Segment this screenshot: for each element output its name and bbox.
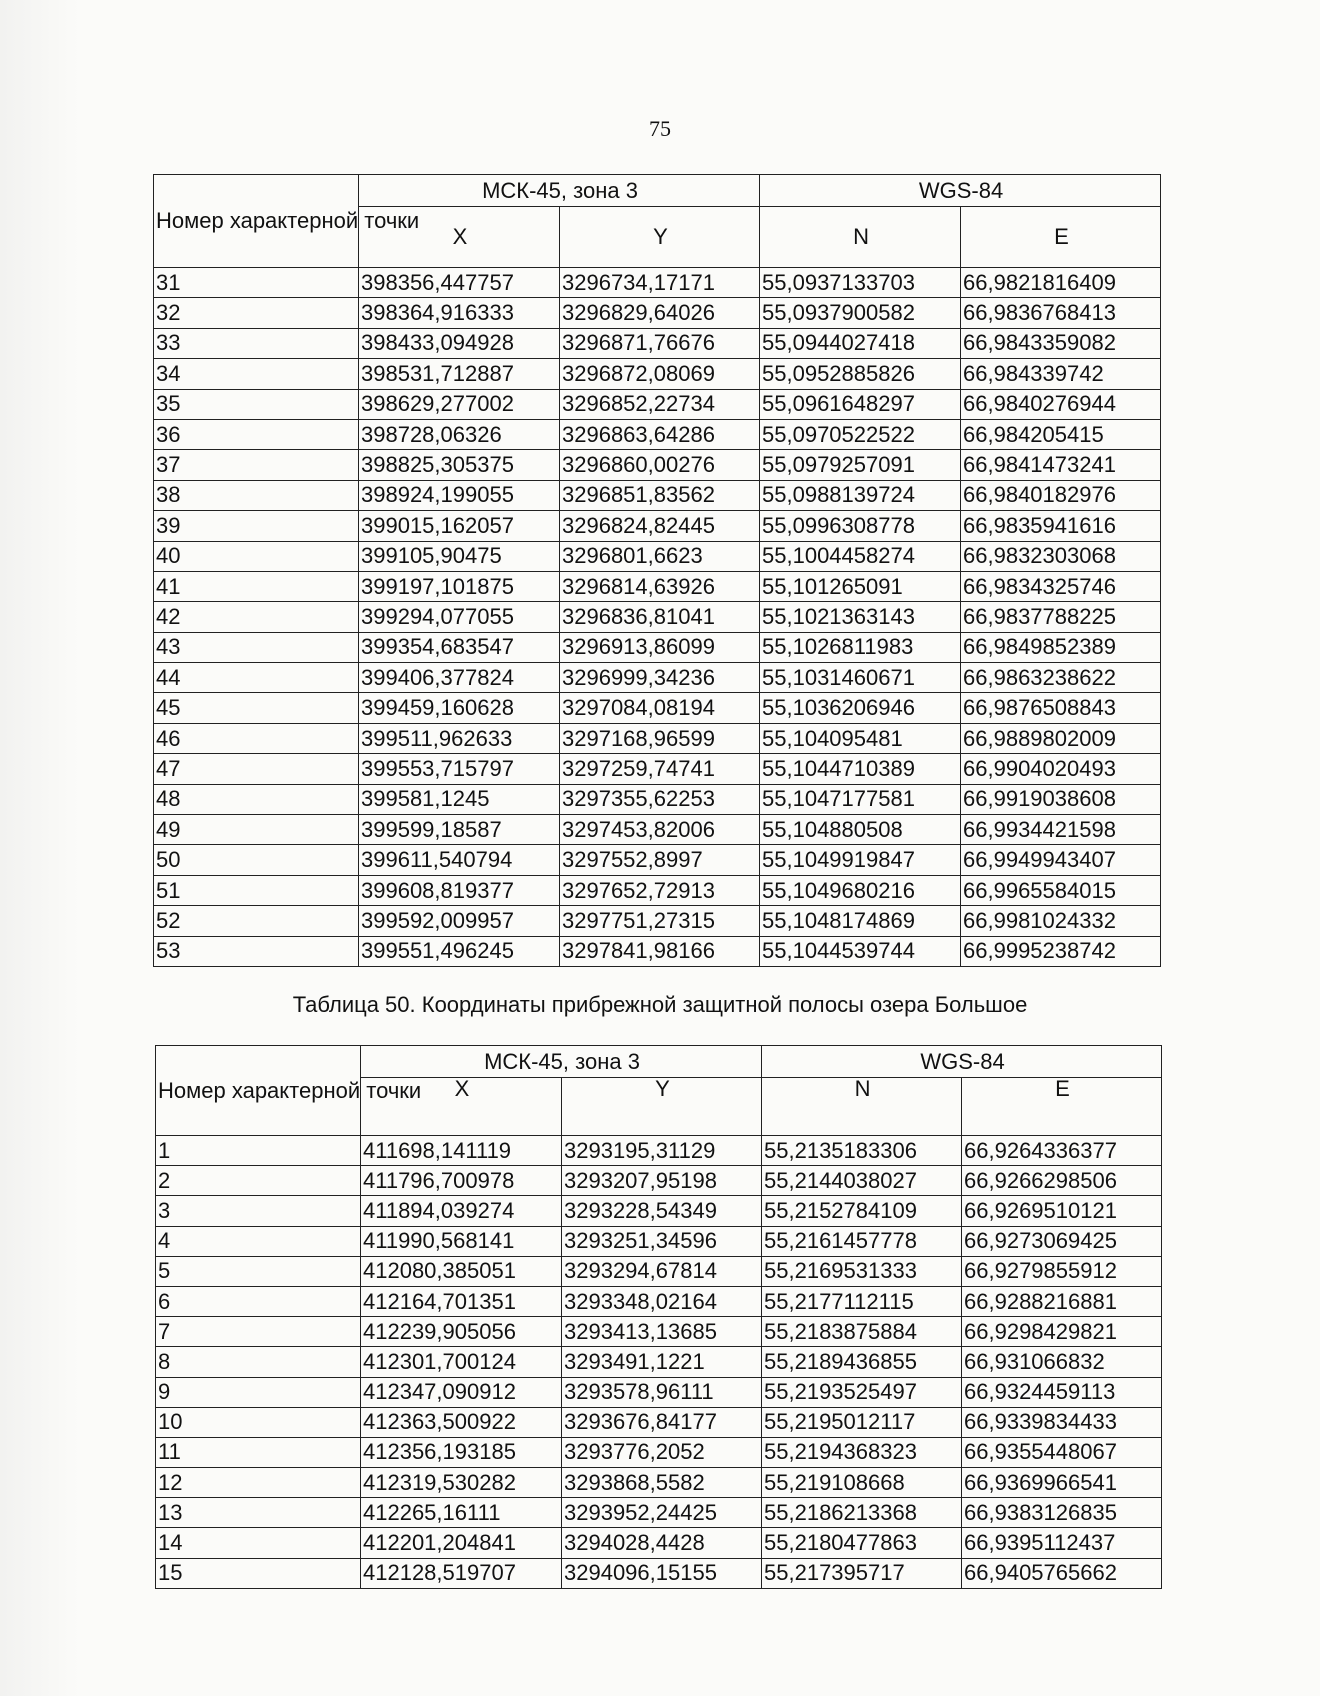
- table-row: [156, 1286, 1162, 1316]
- e-cell: 66,9383126835: [962, 1498, 1162, 1528]
- x-cell: 398629,277002: [359, 389, 560, 419]
- y-cell: 3293578,96111: [562, 1377, 762, 1407]
- e-cell: 66,9837788225: [961, 602, 1161, 632]
- table-row: [154, 419, 1161, 449]
- n-cell: 55,2195012117: [762, 1407, 962, 1437]
- point-number-cell: 51: [154, 875, 359, 905]
- n-cell: 55,219108668: [762, 1468, 962, 1498]
- e-cell: 66,9834325746: [961, 571, 1161, 601]
- y-cell: 3297168,96599: [560, 723, 760, 753]
- table-row: [156, 1166, 1162, 1196]
- e-cell: 66,9288216881: [962, 1286, 1162, 1316]
- e-column-header: E: [961, 207, 1161, 268]
- table-row: [156, 1256, 1162, 1286]
- table-row: [156, 1347, 1162, 1377]
- point-number-cell: 8: [156, 1347, 361, 1377]
- y-cell: 3296860,00276: [560, 450, 760, 480]
- y-cell: 3297652,72913: [560, 875, 760, 905]
- n-cell: 55,1004458274: [760, 541, 961, 571]
- point-number-cell: 35: [154, 389, 359, 419]
- point-number-cell: 10: [156, 1407, 361, 1437]
- y-cell: 3297453,82006: [560, 815, 760, 845]
- table-row: [154, 541, 1161, 571]
- y-cell: 3293348,02164: [562, 1286, 762, 1316]
- x-cell: 399294,077055: [359, 602, 560, 632]
- point-number-header: Номер характерной точки: [154, 175, 359, 268]
- n-column-header: N: [760, 207, 961, 268]
- point-number-cell: 47: [154, 754, 359, 784]
- x-cell: 411796,700978: [361, 1166, 562, 1196]
- e-cell: 66,984205415: [961, 419, 1161, 449]
- e-cell: 66,9821816409: [961, 268, 1161, 298]
- e-cell: 66,9266298506: [962, 1166, 1162, 1196]
- point-number-cell: 9: [156, 1377, 361, 1407]
- point-number-cell: 45: [154, 693, 359, 723]
- table-row: [154, 875, 1161, 905]
- n-cell: 55,2144038027: [762, 1166, 962, 1196]
- y-cell: 3297552,8997: [560, 845, 760, 875]
- point-number-cell: 6: [156, 1286, 361, 1316]
- y-cell: 3294028,4428: [562, 1528, 762, 1558]
- n-cell: 55,0996308778: [760, 511, 961, 541]
- y-cell: 3293776,2052: [562, 1437, 762, 1467]
- table-row: [154, 571, 1161, 601]
- y-column-header: Y: [562, 1078, 762, 1136]
- table-row: [154, 784, 1161, 814]
- e-cell: 66,9919038608: [961, 784, 1161, 814]
- point-number-cell: 14: [156, 1528, 361, 1558]
- e-cell: 66,9965584015: [961, 875, 1161, 905]
- table-caption: Таблица 50. Координаты прибрежной защитной полосы озера Большое: [292, 992, 1028, 1017]
- e-cell: 66,9995238742: [961, 936, 1161, 966]
- coordinates-table-2: [155, 1045, 1162, 1589]
- n-cell: 55,1021363143: [760, 602, 961, 632]
- wgs84-header: WGS-84: [760, 175, 1161, 207]
- e-cell: 66,9849852389: [961, 632, 1161, 662]
- table-row: [156, 1196, 1162, 1226]
- x-cell: 398728,06326: [359, 419, 560, 449]
- point-number-cell: 40: [154, 541, 359, 571]
- n-cell: 55,0970522522: [760, 419, 961, 449]
- e-cell: 66,9876508843: [961, 693, 1161, 723]
- x-cell: 411698,141119: [361, 1136, 562, 1166]
- x-cell: 412319,530282: [361, 1468, 562, 1498]
- point-number-cell: 31: [154, 268, 359, 298]
- e-cell: 66,9841473241: [961, 450, 1161, 480]
- e-cell: 66,9339834433: [962, 1407, 1162, 1437]
- n-cell: 55,2193525497: [762, 1377, 962, 1407]
- x-cell: 412201,204841: [361, 1528, 562, 1558]
- point-number-cell: 3: [156, 1196, 361, 1226]
- point-number-cell: 41: [154, 571, 359, 601]
- table-row: [154, 389, 1161, 419]
- n-cell: 55,2161457778: [762, 1226, 962, 1256]
- x-cell: 399599,18587: [359, 815, 560, 845]
- table-row: [156, 1377, 1162, 1407]
- x-cell: 399592,009957: [359, 906, 560, 936]
- scan-margin-shading: [0, 0, 80, 1696]
- x-cell: 398356,447757: [359, 268, 560, 298]
- n-cell: 55,1047177581: [760, 784, 961, 814]
- point-number-cell: 42: [154, 602, 359, 632]
- n-cell: 55,1044539744: [760, 936, 961, 966]
- table-row: [154, 632, 1161, 662]
- point-number-cell: 50: [154, 845, 359, 875]
- y-cell: 3296829,64026: [560, 298, 760, 328]
- x-cell: 412363,500922: [361, 1407, 562, 1437]
- table-row: [154, 845, 1161, 875]
- table-row: [154, 268, 1161, 298]
- table-row: [156, 1226, 1162, 1256]
- y-cell: 3296851,83562: [560, 480, 760, 510]
- point-number-cell: 5: [156, 1256, 361, 1286]
- e-cell: 66,9405765662: [962, 1558, 1162, 1588]
- point-number-cell: 15: [156, 1558, 361, 1588]
- y-cell: 3296734,17171: [560, 268, 760, 298]
- y-cell: 3296836,81041: [560, 602, 760, 632]
- y-cell: 3293676,84177: [562, 1407, 762, 1437]
- e-cell: 66,9836768413: [961, 298, 1161, 328]
- point-number-cell: 38: [154, 480, 359, 510]
- point-number-cell: 53: [154, 936, 359, 966]
- e-cell: 66,9298429821: [962, 1317, 1162, 1347]
- y-cell: 3293952,24425: [562, 1498, 762, 1528]
- table-row: [156, 1498, 1162, 1528]
- y-column-header: Y: [560, 207, 760, 268]
- coordinates-table-1: [153, 174, 1161, 967]
- x-cell: 399459,160628: [359, 693, 560, 723]
- x-cell: 399354,683547: [359, 632, 560, 662]
- msk45-zone3-header: МСК-45, зона 3: [359, 175, 760, 207]
- e-cell: 66,9324459113: [962, 1377, 1162, 1407]
- point-number-cell: 37: [154, 450, 359, 480]
- n-cell: 55,2186213368: [762, 1498, 962, 1528]
- point-number-cell: 1: [156, 1136, 361, 1166]
- table-row: [154, 723, 1161, 753]
- e-cell: 66,9264336377: [962, 1136, 1162, 1166]
- n-cell: 55,1036206946: [760, 693, 961, 723]
- n-cell: 55,2194368323: [762, 1437, 962, 1467]
- table-row: [154, 450, 1161, 480]
- x-cell: 412356,193185: [361, 1437, 562, 1467]
- table-row: [154, 936, 1161, 966]
- n-cell: 55,1031460671: [760, 663, 961, 693]
- table-row: [156, 1317, 1162, 1347]
- y-cell: 3293195,31129: [562, 1136, 762, 1166]
- n-cell: 55,2183875884: [762, 1317, 962, 1347]
- e-cell: 66,9355448067: [962, 1437, 1162, 1467]
- n-cell: 55,1026811983: [760, 632, 961, 662]
- x-cell: 399608,819377: [359, 875, 560, 905]
- y-cell: 3293868,5582: [562, 1468, 762, 1498]
- y-cell: 3296824,82445: [560, 511, 760, 541]
- e-cell: 66,9279855912: [962, 1256, 1162, 1286]
- n-cell: 55,2189436855: [762, 1347, 962, 1377]
- x-cell: 411894,039274: [361, 1196, 562, 1226]
- point-number-cell: 52: [154, 906, 359, 936]
- table-row: [154, 480, 1161, 510]
- e-cell: 66,9863238622: [961, 663, 1161, 693]
- n-cell: 55,2177112115: [762, 1286, 962, 1316]
- x-cell: 399406,377824: [359, 663, 560, 693]
- e-cell: 66,9273069425: [962, 1226, 1162, 1256]
- y-cell: 3296872,08069: [560, 359, 760, 389]
- e-cell: 66,931066832: [962, 1347, 1162, 1377]
- y-cell: 3296863,64286: [560, 419, 760, 449]
- point-number-cell: 46: [154, 723, 359, 753]
- table-row: [154, 298, 1161, 328]
- table-row: [154, 359, 1161, 389]
- table-row: [154, 754, 1161, 784]
- y-cell: 3293491,1221: [562, 1347, 762, 1377]
- table-2-body: [156, 1136, 1162, 1589]
- table-row: [156, 1558, 1162, 1588]
- x-cell: 399581,1245: [359, 784, 560, 814]
- e-cell: 66,9949943407: [961, 845, 1161, 875]
- e-cell: 66,9269510121: [962, 1196, 1162, 1226]
- x-cell: 412239,905056: [361, 1317, 562, 1347]
- point-number-cell: 33: [154, 328, 359, 358]
- e-cell: 66,9904020493: [961, 754, 1161, 784]
- n-cell: 55,101265091: [760, 571, 961, 601]
- table-row: [154, 511, 1161, 541]
- y-cell: 3293251,34596: [562, 1226, 762, 1256]
- point-number-cell: 4: [156, 1226, 361, 1256]
- y-cell: 3293228,54349: [562, 1196, 762, 1226]
- point-number-cell: 12: [156, 1468, 361, 1498]
- y-cell: 3297841,98166: [560, 936, 760, 966]
- table-row: [154, 328, 1161, 358]
- e-cell: 66,9889802009: [961, 723, 1161, 753]
- n-cell: 55,1044710389: [760, 754, 961, 784]
- n-cell: 55,104095481: [760, 723, 961, 753]
- x-cell: 398531,712887: [359, 359, 560, 389]
- x-cell: 412080,385051: [361, 1256, 562, 1286]
- table-row: [154, 693, 1161, 723]
- n-cell: 55,2135183306: [762, 1136, 962, 1166]
- point-number-cell: 32: [154, 298, 359, 328]
- e-cell: 66,9843359082: [961, 328, 1161, 358]
- x-cell: 412347,090912: [361, 1377, 562, 1407]
- point-number-header: Номер характерной точки: [156, 1046, 361, 1136]
- y-cell: 3297259,74741: [560, 754, 760, 784]
- y-cell: 3297751,27315: [560, 906, 760, 936]
- x-cell: 399551,496245: [359, 936, 560, 966]
- table-row: [154, 602, 1161, 632]
- table-row: [156, 1437, 1162, 1467]
- y-cell: 3296999,34236: [560, 663, 760, 693]
- y-cell: 3296814,63926: [560, 571, 760, 601]
- e-column-header: E: [962, 1078, 1162, 1136]
- point-number-cell: 43: [154, 632, 359, 662]
- n-cell: 55,0937900582: [760, 298, 961, 328]
- table-row: [156, 1528, 1162, 1558]
- x-cell: 399105,90475: [359, 541, 560, 571]
- n-column-header: N: [762, 1078, 962, 1136]
- point-number-cell: 49: [154, 815, 359, 845]
- y-cell: 3293294,67814: [562, 1256, 762, 1286]
- table-row: [156, 1136, 1162, 1166]
- n-cell: 55,0952885826: [760, 359, 961, 389]
- n-cell: 55,2180477863: [762, 1528, 962, 1558]
- y-cell: 3296913,86099: [560, 632, 760, 662]
- e-cell: 66,984339742: [961, 359, 1161, 389]
- y-cell: 3297355,62253: [560, 784, 760, 814]
- table-row: [156, 1468, 1162, 1498]
- x-cell: 412128,519707: [361, 1558, 562, 1588]
- n-cell: 55,0988139724: [760, 480, 961, 510]
- table-1-body: [154, 268, 1161, 967]
- e-cell: 66,9840276944: [961, 389, 1161, 419]
- n-cell: 55,217395717: [762, 1558, 962, 1588]
- point-number-cell: 2: [156, 1166, 361, 1196]
- x-cell: 399611,540794: [359, 845, 560, 875]
- e-cell: 66,9369966541: [962, 1468, 1162, 1498]
- x-cell: 399015,162057: [359, 511, 560, 541]
- msk45-zone3-header: МСК-45, зона 3: [361, 1046, 762, 1078]
- n-cell: 55,1048174869: [760, 906, 961, 936]
- table-row: [154, 906, 1161, 936]
- n-cell: 55,0961648297: [760, 389, 961, 419]
- x-cell: 412265,16111: [361, 1498, 562, 1528]
- y-cell: 3296801,6623: [560, 541, 760, 571]
- n-cell: 55,104880508: [760, 815, 961, 845]
- point-number-cell: 39: [154, 511, 359, 541]
- x-cell: 398825,305375: [359, 450, 560, 480]
- x-cell: 399511,962633: [359, 723, 560, 753]
- page-number: 75: [649, 116, 671, 141]
- n-cell: 55,0944027418: [760, 328, 961, 358]
- point-number-cell: 13: [156, 1498, 361, 1528]
- n-cell: 55,0937133703: [760, 268, 961, 298]
- x-cell: 412164,701351: [361, 1286, 562, 1316]
- x-column-header: X: [361, 1078, 562, 1136]
- table-row: [156, 1407, 1162, 1437]
- x-cell: 399197,101875: [359, 571, 560, 601]
- table-row: [154, 663, 1161, 693]
- y-cell: 3294096,15155: [562, 1558, 762, 1588]
- y-cell: 3296852,22734: [560, 389, 760, 419]
- n-cell: 55,2169531333: [762, 1256, 962, 1286]
- point-number-cell: 7: [156, 1317, 361, 1347]
- point-number-cell: 36: [154, 419, 359, 449]
- x-column-header: X: [359, 207, 560, 268]
- n-cell: 55,1049680216: [760, 875, 961, 905]
- x-cell: 398924,199055: [359, 480, 560, 510]
- wgs84-header: WGS-84: [762, 1046, 1162, 1078]
- x-cell: 412301,700124: [361, 1347, 562, 1377]
- y-cell: 3293207,95198: [562, 1166, 762, 1196]
- point-number-cell: 34: [154, 359, 359, 389]
- n-cell: 55,0979257091: [760, 450, 961, 480]
- table-row: [154, 815, 1161, 845]
- x-cell: 399553,715797: [359, 754, 560, 784]
- x-cell: 398433,094928: [359, 328, 560, 358]
- y-cell: 3293413,13685: [562, 1317, 762, 1347]
- e-cell: 66,9835941616: [961, 511, 1161, 541]
- e-cell: 66,9981024332: [961, 906, 1161, 936]
- y-cell: 3297084,08194: [560, 693, 760, 723]
- point-number-cell: 48: [154, 784, 359, 814]
- n-cell: 55,2152784109: [762, 1196, 962, 1226]
- point-number-cell: 11: [156, 1437, 361, 1467]
- e-cell: 66,9934421598: [961, 815, 1161, 845]
- e-cell: 66,9395112437: [962, 1528, 1162, 1558]
- e-cell: 66,9840182976: [961, 480, 1161, 510]
- e-cell: 66,9832303068: [961, 541, 1161, 571]
- x-cell: 411990,568141: [361, 1226, 562, 1256]
- n-cell: 55,1049919847: [760, 845, 961, 875]
- x-cell: 398364,916333: [359, 298, 560, 328]
- point-number-cell: 44: [154, 663, 359, 693]
- y-cell: 3296871,76676: [560, 328, 760, 358]
